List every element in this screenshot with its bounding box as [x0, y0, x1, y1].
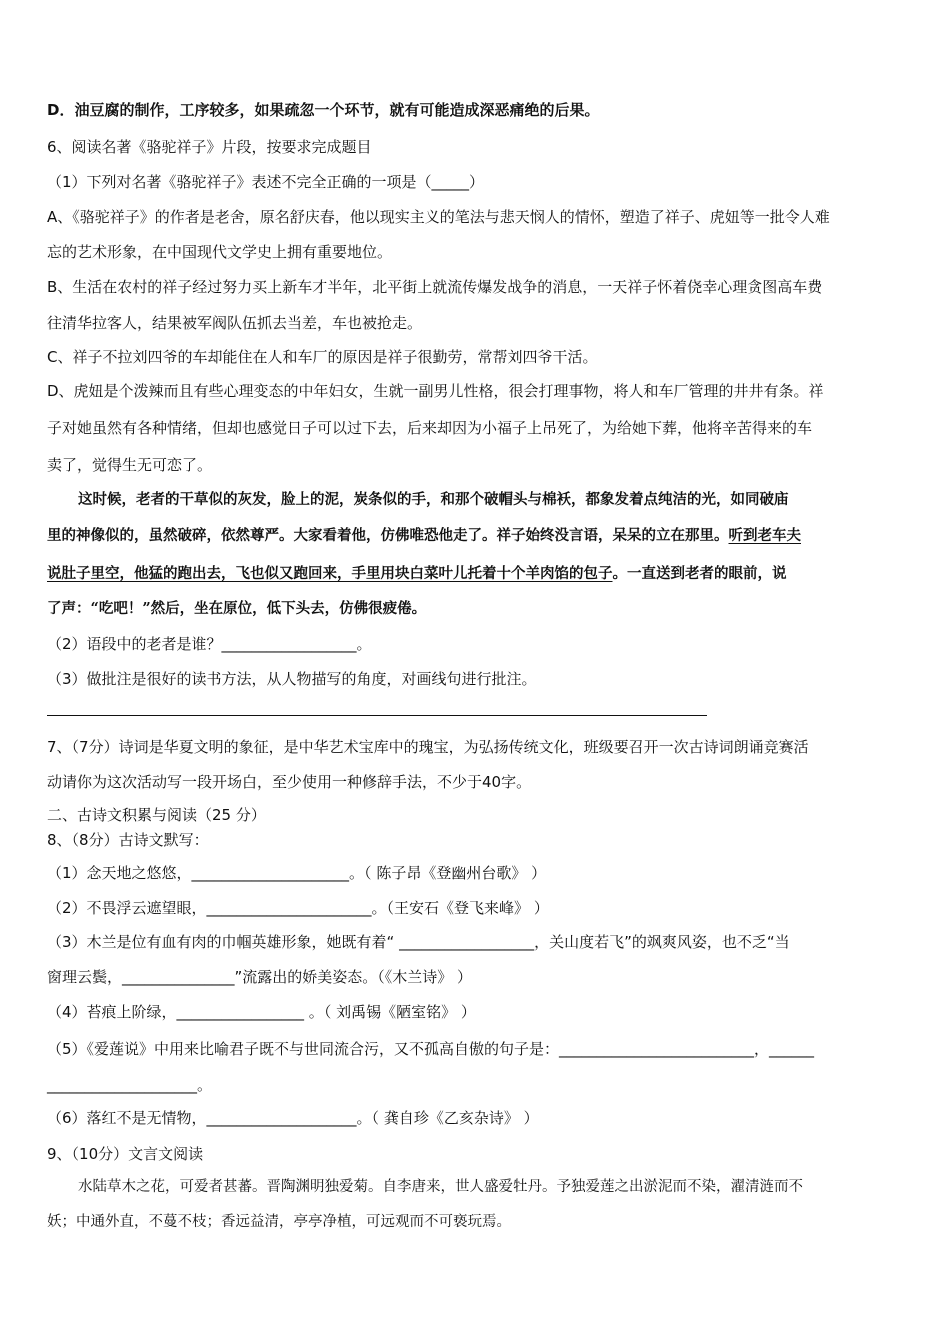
question-8-3-line-2: 窗理云鬓，_______________”流露出的娇美姿态。（《木兰诗》 ） — [47, 968, 473, 986]
answer-line — [47, 715, 707, 716]
question-7-line-2: 动请你为这次活动写一段开场白，至少使用一种修辞手法，不少于40字。 — [47, 773, 532, 791]
excerpt-line-1: 这时候，老者的干草似的灰发，脸上的泥，炭条似的手，和那个破帽头与棉袄，都象发着点纯洁的光，如同破庙 — [78, 491, 789, 508]
question-7-line-1: 7、（7分）诗词是华夏文明的象征，是中华艺术宝库中的瑰宝，为弘扬传统文化，班级要召开一次古诗词朗诵竞赛活 — [47, 738, 809, 756]
question-8-1: （1）念天地之悠悠，_____________________。（ 陈子昂《登幽州台歌》 ） — [47, 864, 547, 882]
question-9-title: 9、（10分）文言文阅读 — [47, 1145, 204, 1163]
question-6-3: （3）做批注是很好的读书方法，从人物描写的角度，对画线句进行批注。 — [47, 670, 537, 688]
option-a-line-1: A、《骆驼祥子》的作者是老舍，原名舒庆春，他以现实主义的笔法与悲天悯人的情怀，塑造了祥子、虎妞等一批令人难 — [47, 208, 830, 226]
question-8-3-line-1: （3）木兰是位有血有肉的巾帼英雄形象，她既有着“ __________________，关山度若飞”的飒爽风姿，也不乏“当 — [47, 933, 790, 951]
question-8-2: （2）不畏浮云遮望眼，______________________。（王安石《登飞来峰》 ） — [47, 899, 549, 917]
question-8-4: （4）苔痕上阶绿，_________________ 。（ 刘禹锡《陋室铭》 ） — [47, 1003, 476, 1021]
question-6-2: （2）语段中的老者是谁？__________________。 — [47, 635, 372, 653]
excerpt-line-2 — [47, 526, 907, 546]
classical-text-line-1: 水陆草木之花，可爱者甚蕃。晋陶渊明独爱菊。自李唐来，世人盛爱牡丹。予独爱莲之出淤泥而不染，濯清涟而不 — [78, 1179, 803, 1195]
excerpt-text: 里的神像似的，虽然破碎，依然尊严。大家看着他，仿佛唯恐他走了。祥子始终没言语，呆呆的立在那里。 — [47, 527, 729, 544]
option-b-line-2: 往清华拉客人，结果被军阀队伍抓去当差，车也被抢走。 — [47, 314, 423, 332]
question-8-5-line-2: ____________________。 — [47, 1076, 213, 1094]
underlined-sentence: 说肚子里空，他猛的跑出去，飞也似又跑回来，手里用块白菜叶儿托着十个羊肉馅的包子 — [47, 565, 613, 582]
option-d-line-2: 子对她虽然有各种情绪，但却也感觉日子可以过下去，后来却因为小福子上吊死了，为给她下葬，他将辛苦得来的车 — [47, 419, 813, 437]
option-a-line-2: 忘的艺术形象，在中国现代文学史上拥有重要地位。 — [47, 243, 393, 261]
question-8-title: 8、（8分）古诗文默写： — [47, 831, 209, 849]
question-8-5-line-1: （5）《爱莲说》中用来比喻君子既不与世同流合污，又不孤高自傲的句子是：__________________________，______ — [47, 1040, 815, 1058]
excerpt-line-3 — [47, 564, 907, 584]
underlined-sentence: 听到老车夫 — [728, 527, 801, 544]
question-8-6: （6）落红不是无情物，____________________。（ 龚自珍《乙亥杂诗》 ） — [47, 1109, 539, 1127]
excerpt-text: 。一直送到老者的眼前，说 — [612, 565, 787, 582]
excerpt-line-4: 了声：“吃吧！”然后，坐在原位，低下头去，仿佛很疲倦。 — [47, 600, 427, 617]
option-b-line-1: B、生活在农村的祥子经过努力买上新车才半年，北平街上就流传爆发战争的消息，一天祥子怀着侥幸心理贪图高车费 — [47, 278, 823, 296]
section-2-heading: 二、古诗文积累与阅读（25 分） — [47, 806, 266, 824]
classical-text-line-2: 妖；中通外直，不蔓不枝；香远益清，亭亭净植，可远观而不可亵玩焉。 — [47, 1214, 511, 1230]
option-d-line-3: 卖了，觉得生无可恋了。 — [47, 456, 213, 474]
option-d-line: D．油豆腐的制作，工序较多，如果疏忽一个环节，就有可能造成深恶痛绝的后果。 — [47, 101, 600, 119]
question-6-title: 6、阅读名著《骆驼祥子》片段，按要求完成题目 — [47, 138, 372, 156]
option-d-line-1: D、虎妞是个泼辣而且有些心理变态的中年妇女，生就一副男儿性格，很会打理事物，将人和车厂管理的井井有条。祥 — [47, 382, 824, 400]
option-c-line: C、祥子不拉刘四爷的车却能住在人和车厂的原因是祥子很勤劳，常帮刘四爷干活。 — [47, 348, 598, 366]
question-6-1: （1）下列对名著《骆驼祥子》表述不完全正确的一项是（_____） — [47, 173, 485, 191]
